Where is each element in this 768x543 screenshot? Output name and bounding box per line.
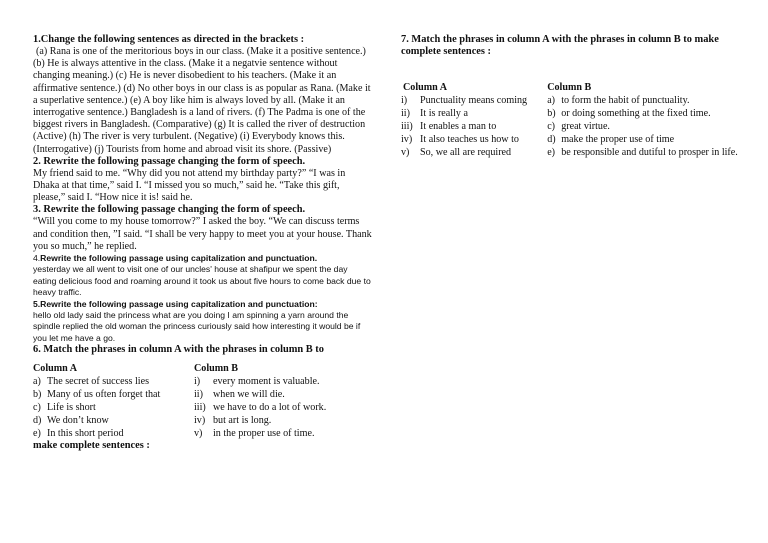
column-b-phrase: to form the habit of punctuality. [561, 95, 690, 106]
q6-match-table [33, 362, 326, 440]
q6-match-row [33, 401, 326, 414]
q2-heading: 2. Rewrite the following passage changing the form of speech. [33, 155, 306, 167]
column-a-cell [401, 146, 547, 159]
column-b-number: a) [547, 95, 556, 106]
q6-match-row [33, 427, 326, 440]
column-b-number: d) [547, 134, 556, 145]
column-a-phrase: In this short period [47, 428, 124, 440]
column-a-cell [401, 120, 547, 133]
q7-match-row [401, 146, 741, 159]
q7-match-row [401, 94, 741, 107]
column-a-number: c) [33, 402, 41, 414]
column-b-number: b) [547, 108, 556, 119]
column-a-phrase: It enables a man to [420, 121, 497, 132]
column-a-phrase: It also teaches us how to [420, 134, 519, 145]
column-a-number: d) [33, 415, 42, 427]
q7-column-a-header: Column A [403, 82, 448, 93]
column-a-phrase: Punctuality means coming [420, 95, 528, 106]
column-a-phrase: Life is short [47, 402, 96, 414]
right-column [401, 34, 741, 159]
column-b-phrase: in the proper use of time. [213, 428, 315, 440]
q4-number: 4. [33, 253, 41, 264]
q1-body: (a) Rana is one of the meritorious boys in our class. (Make it a positive sentence.) (b) He is always attentive in the class. (Make it a negatvie sentence without changing meaning.) (c) He is never disobedient to his teachers. (Make it an affirmative sentence.) (d) No other boys in our class is as popular as Rana. (Make it a superlative sentence.) (e) A boy like him is always loved by all. (Make it an interrogative sentence.) Bangladesh is a land of rivers. (f) The Padma is one of the biggest rivers in Bangladesh. (Comparative) (g) It is called the river of destruction (Active) (h) The river is very turbulent. (Negative) (i) Everybody knows this. (Interrogative) (j) Tourists from home and abroad visit its shore. (Passive) [33, 46, 371, 155]
q7-header-row [401, 81, 741, 94]
column-a-phrase: It is really a [420, 108, 468, 119]
column-b-number: iii) [194, 402, 206, 414]
column-b-number: i) [194, 376, 201, 388]
column-b-cell [547, 94, 741, 107]
column-a-number: a) [33, 376, 41, 388]
column-a-number: v) [401, 147, 410, 158]
column-a-number: iii) [401, 121, 413, 132]
q6-match-row [33, 375, 326, 388]
column-b-cell [194, 401, 326, 414]
column-a-cell [33, 388, 194, 401]
column-b-cell [547, 120, 741, 133]
q5-body: hello old lady said the princess what are you doing I am spinning a yarn around the spindle replied the old woman the princess curiously said how interesting it would be if you let me have a go. [33, 310, 361, 343]
column-a-cell [401, 133, 547, 146]
column-a-number: e) [33, 428, 41, 440]
column-b-phrase: or doing something at the fixed time. [561, 108, 711, 119]
column-a-number: iv) [401, 134, 413, 145]
q3-body: “Will you come to my house tomorrow?” I asked the boy. “We can discuss terms and condition then, ”I said. “I shall be very happy to meet you at your house. Thank you so much,” he replied. [33, 216, 372, 252]
column-b-number: v) [194, 428, 203, 440]
column-b-phrase: every moment is valuable. [213, 376, 320, 388]
left-column [33, 34, 373, 452]
q6-tail: make complete sentences : [33, 440, 150, 452]
q3-heading: 3. Rewrite the following passage changing the form of speech. [33, 204, 306, 216]
column-a-cell [401, 107, 547, 120]
q7-match-row [401, 133, 741, 146]
q4-heading [33, 253, 373, 264]
column-a-number: b) [33, 389, 42, 401]
q6-header-row [33, 362, 326, 375]
q6-column-a-header: Column A [33, 363, 78, 375]
column-a-cell [33, 401, 194, 414]
column-b-cell [547, 107, 741, 120]
column-a-phrase: The secret of success lies [47, 376, 150, 388]
column-a-number: ii) [401, 108, 410, 119]
q1-heading: 1.Change the following sentences as directed in the brackets : [33, 34, 305, 45]
column-b-cell [547, 133, 741, 146]
column-a-cell [33, 375, 194, 388]
q6-match-row [33, 414, 326, 427]
q4-heading-text: Rewrite the following passage using capitalization and punctuation. [40, 253, 318, 264]
column-b-number: c) [547, 121, 556, 132]
column-b-number: e) [547, 147, 556, 158]
column-b-phrase: be responsible and dutiful to prosper in life. [561, 147, 738, 158]
q4-body: yesterday we all went to visit one of our uncles' house at shafipur we spent the day eating delicious food and roaming around it took us about five hours to come back due to heavy traffic. [33, 264, 371, 298]
column-b-cell [194, 388, 326, 401]
column-b-number: ii) [194, 389, 203, 401]
q6-heading: 6. Match the phrases in column A with the phrases in column B to [33, 344, 324, 356]
q7-column-b-header: Column B [547, 82, 592, 93]
column-b-phrase: we have to do a lot of work. [213, 402, 327, 414]
q5-heading: 5.Rewrite the following passage using capitalization and punctuation: [33, 298, 318, 309]
column-b-number: iv) [194, 415, 206, 427]
q6-column-b-header: Column B [194, 363, 239, 375]
column-a-phrase: So, we all are required [420, 147, 512, 158]
column-b-phrase: make the proper use of time [561, 134, 675, 145]
column-b-cell [194, 427, 326, 440]
column-a-cell [401, 94, 547, 107]
column-b-cell [194, 375, 326, 388]
column-b-cell [194, 414, 326, 427]
column-a-cell [33, 427, 194, 440]
column-b-phrase: but art is long. [213, 415, 272, 427]
column-b-phrase: when we will die. [213, 389, 285, 401]
q7-match-table [401, 81, 741, 159]
column-a-phrase: We don’t know [47, 415, 109, 427]
q7-match-row [401, 120, 741, 133]
q7-heading: 7. Match the phrases in column A with the phrases in column B to make complete sentences : [401, 34, 719, 57]
q6-match-row [33, 388, 326, 401]
q2-body: My friend said to me. “Why did you not attend my birthday party?” “I was in Dhaka at that time,” said I. “I missed you so much,” said he. “Take this gift, please,” said I. “How nice it is! said he. [33, 167, 346, 204]
column-a-phrase: Many of us often forget that [47, 389, 161, 401]
column-a-number: i) [401, 95, 408, 106]
q7-match-row [401, 107, 741, 120]
column-b-cell [547, 146, 741, 159]
column-a-cell [33, 414, 194, 427]
column-b-phrase: great virtue. [561, 121, 610, 132]
